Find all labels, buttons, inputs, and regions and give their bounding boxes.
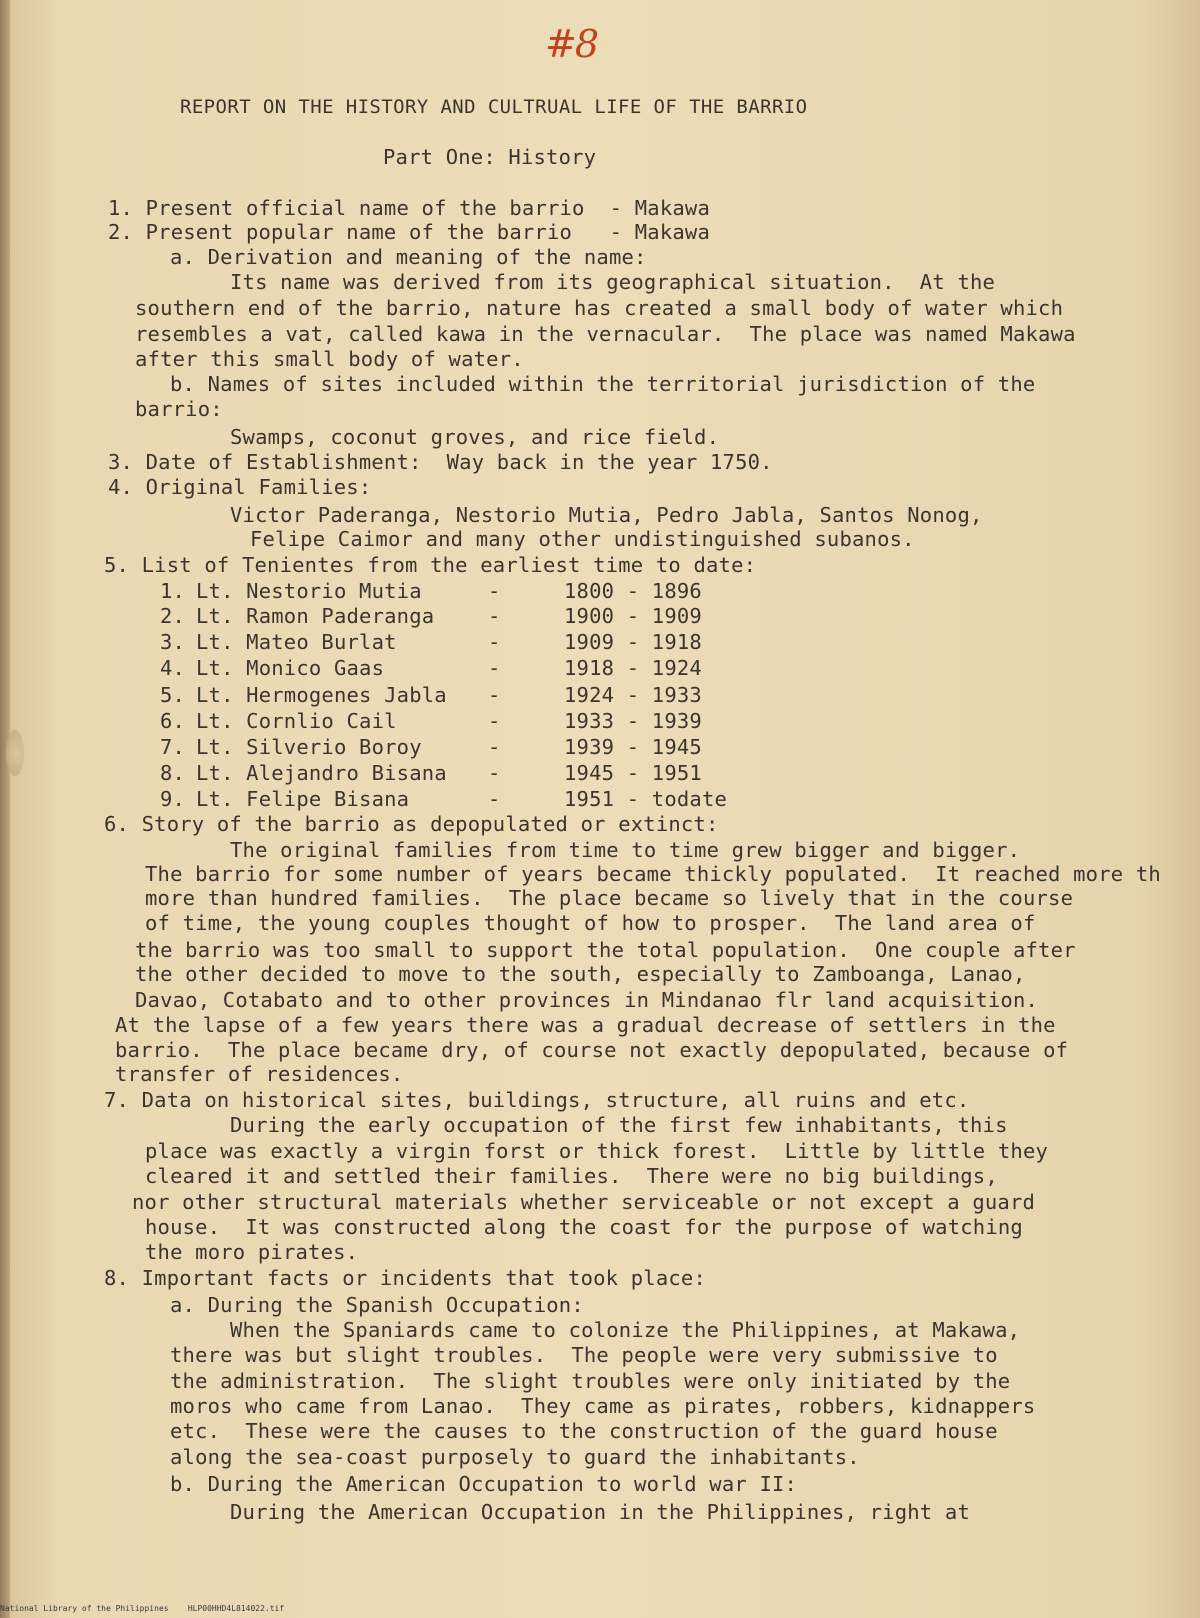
- text-line: 4. Original Families:: [108, 475, 372, 499]
- text-line: Felipe Caimor and many other undistinguished subanos.: [250, 527, 915, 551]
- text-line: of time, the young couples thought of how to prosper. The land area of: [145, 911, 1036, 935]
- text-line: more than hundred families. The place became so lively that in the course: [145, 886, 1074, 910]
- teniente-dash: -: [488, 709, 501, 733]
- page-edge: [0, 0, 10, 1618]
- teniente-dash: -: [488, 683, 501, 707]
- teniente-dash: -: [488, 630, 501, 654]
- text-line: 8. Important facts or incidents that took place:: [104, 1266, 707, 1290]
- teniente-name: Lt. Alejandro Bisana: [196, 761, 447, 785]
- text-line: a. During the Spanish Occupation:: [170, 1293, 584, 1317]
- teniente-dash: -: [488, 579, 501, 603]
- teniente-years: 1939 - 1945: [564, 735, 702, 759]
- text-line: Swamps, coconut groves, and rice field.: [230, 425, 720, 449]
- teniente-years: 1933 - 1939: [564, 709, 702, 733]
- text-line: 1. Present official name of the barrio - Makawa: [108, 196, 711, 220]
- teniente-number: 5.: [160, 683, 186, 707]
- teniente-name: Lt. Hermogenes Jabla: [196, 683, 447, 707]
- text-line: The original families from time to time grew bigger and bigger.: [230, 838, 1021, 862]
- text-line: 7. Data on historical sites, buildings, structure, all ruins and etc.: [104, 1088, 970, 1112]
- text-line: there was but slight troubles. The people were very submissive to: [170, 1343, 998, 1367]
- text-line: 2. Present popular name of the barrio - Makawa: [108, 220, 711, 244]
- text-line: barrio. The place became dry, of course not exactly depopulated, because of: [115, 1038, 1069, 1062]
- teniente-years: 1909 - 1918: [564, 630, 702, 654]
- text-line: place was exactly a virgin forst or thick forest. Little by little they: [145, 1139, 1049, 1163]
- teniente-years: 1900 - 1909: [564, 604, 702, 628]
- teniente-number: 9.: [160, 787, 186, 811]
- teniente-dash: -: [488, 735, 501, 759]
- teniente-dash: -: [488, 656, 501, 680]
- teniente-number: 8.: [160, 761, 186, 785]
- text-line: the administration. The slight troubles were only initiated by the: [170, 1369, 1011, 1393]
- teniente-name: Lt. Ramon Paderanga: [196, 604, 435, 628]
- scan-footer: National Library of the Philippines HLP00HHD4L814022.tif: [0, 1604, 285, 1613]
- text-line: Davao, Cotabato and to other provinces in Mindanao flr land acquisition.: [135, 988, 1039, 1012]
- teniente-number: 4.: [160, 656, 186, 680]
- text-line: barrio:: [135, 397, 223, 421]
- text-line: along the sea-coast purposely to guard the inhabitants.: [170, 1445, 860, 1469]
- text-line: nor other structural materials whether serviceable or not except a guard: [132, 1190, 1036, 1214]
- text-line: During the early occupation of the first few inhabitants, this: [230, 1113, 1008, 1137]
- teniente-dash: -: [488, 761, 501, 785]
- teniente-years: 1800 - 1896: [564, 579, 702, 603]
- text-line: house. It was constructed along the coast for the purpose of watching: [145, 1215, 1023, 1239]
- teniente-name: Lt. Cornlio Cail: [196, 709, 397, 733]
- teniente-name: Lt. Silverio Boroy: [196, 735, 422, 759]
- part-heading: Part One: History: [383, 145, 597, 169]
- text-line: transfer of residences.: [115, 1062, 404, 1086]
- text-line: When the Spaniards came to colonize the Philippines, at Makawa,: [230, 1318, 1021, 1342]
- teniente-number: 3.: [160, 630, 186, 654]
- handwritten-page-number: #8: [545, 22, 598, 66]
- report-title: REPORT ON THE HISTORY AND CULTRUAL LIFE OF THE BARRIO: [180, 96, 808, 118]
- text-line: the other decided to move to the south, especially to Zamboanga, Lanao,: [135, 962, 1026, 986]
- text-line: the barrio was too small to support the total population. One couple after: [135, 938, 1076, 962]
- text-line: moros who came from Lanao. They came as pirates, robbers, kidnappers: [170, 1394, 1036, 1418]
- teniente-number: 2.: [160, 604, 186, 628]
- teniente-years: 1918 - 1924: [564, 656, 702, 680]
- teniente-years: 1924 - 1933: [564, 683, 702, 707]
- paper-hole: [6, 730, 24, 776]
- text-line: At the lapse of a few years there was a gradual decrease of settlers in the: [115, 1013, 1056, 1037]
- text-line: b. During the American Occupation to world war II:: [170, 1472, 798, 1496]
- teniente-name: Lt. Nestorio Mutia: [196, 579, 422, 603]
- teniente-years: 1945 - 1951: [564, 761, 702, 785]
- text-line: resembles a vat, called kawa in the vernacular. The place was named Makawa: [135, 322, 1076, 346]
- teniente-number: 6.: [160, 709, 186, 733]
- text-line: after this small body of water.: [135, 347, 524, 371]
- teniente-name: Lt. Felipe Bisana: [196, 787, 410, 811]
- text-line: a. Derivation and meaning of the name:: [170, 245, 647, 269]
- text-line: 3. Date of Establishment: Way back in the year 1750.: [108, 450, 773, 474]
- teniente-years: 1951 - todate: [564, 787, 728, 811]
- text-line: etc. These were the causes to the construction of the guard house: [170, 1419, 998, 1443]
- text-line: cleared it and settled their families. There were no big buildings,: [145, 1164, 998, 1188]
- teniente-name: Lt. Monico Gaas: [196, 656, 385, 680]
- teniente-number: 7.: [160, 735, 186, 759]
- text-line: During the American Occupation in the Philippines, right at: [230, 1500, 970, 1524]
- text-line: 6. Story of the barrio as depopulated or extinct:: [104, 812, 719, 836]
- text-line: the moro pirates.: [145, 1240, 359, 1264]
- text-line: 5. List of Tenientes from the earliest time to date:: [104, 553, 757, 577]
- text-line: b. Names of sites included within the territorial jurisdiction of the: [170, 372, 1036, 396]
- teniente-dash: -: [488, 604, 501, 628]
- text-line: Its name was derived from its geographical situation. At the: [230, 270, 996, 294]
- text-line: Victor Paderanga, Nestorio Mutia, Pedro Jabla, Santos Nonog,: [230, 503, 983, 527]
- text-line: southern end of the barrio, nature has created a small body of water which: [135, 296, 1064, 320]
- teniente-number: 1.: [160, 579, 186, 603]
- text-line: The barrio for some number of years became thickly populated. It reached more th: [145, 862, 1161, 886]
- teniente-name: Lt. Mateo Burlat: [196, 630, 397, 654]
- teniente-dash: -: [488, 787, 501, 811]
